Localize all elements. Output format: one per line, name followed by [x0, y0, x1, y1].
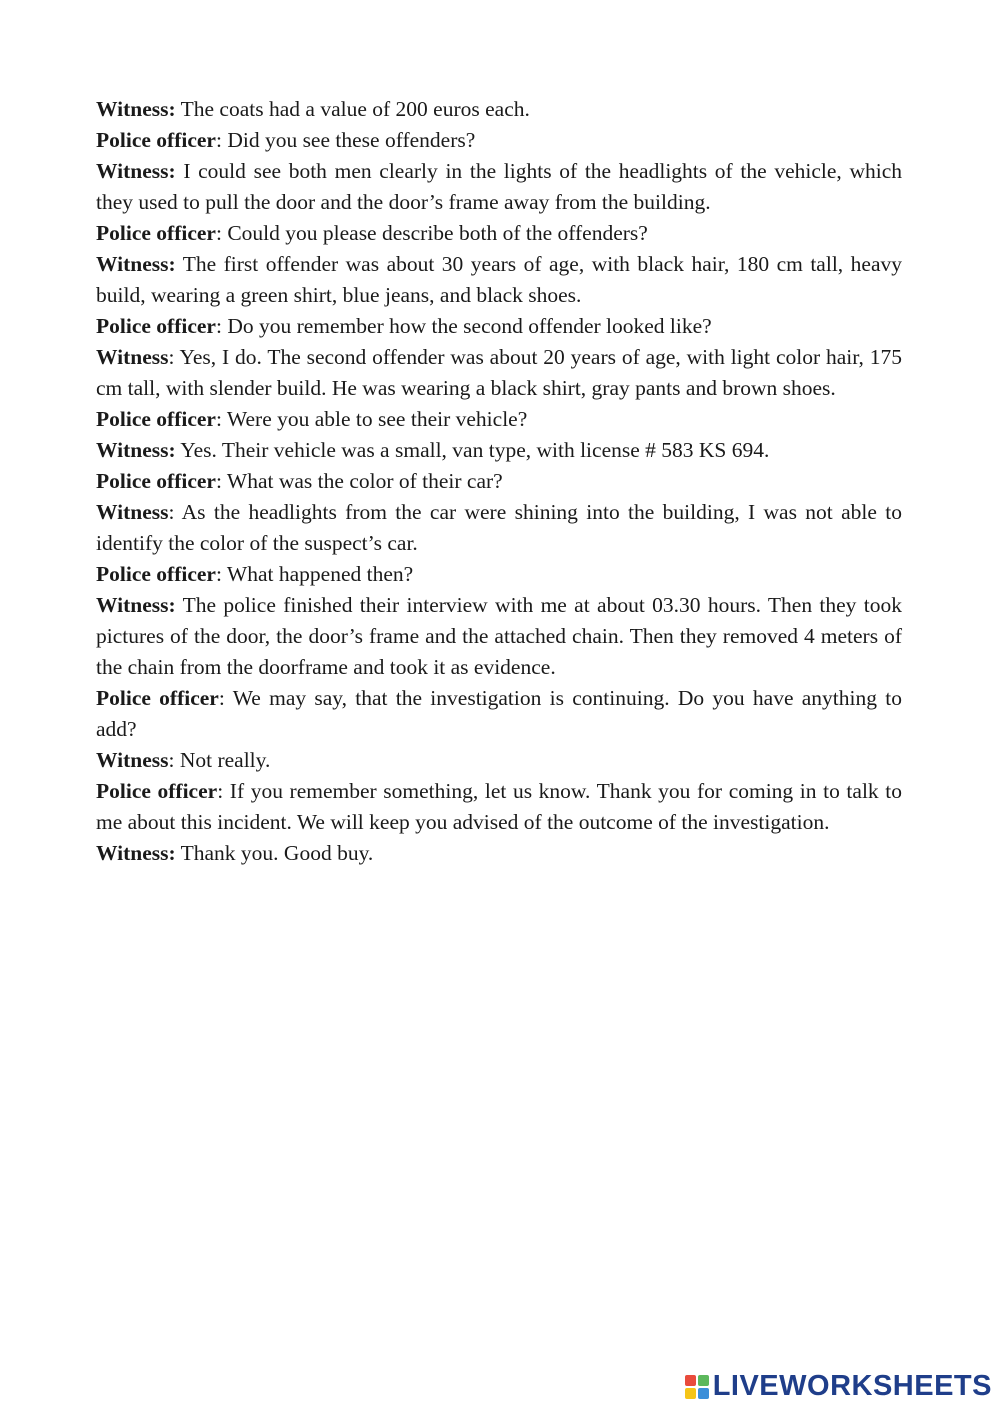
- dialogue-line: [96, 776, 902, 838]
- dialogue-text: I could see both men clearly in the lights of the headlights of the vehicle, which they used to pull the door and the door’s frame away from the building.: [96, 159, 902, 214]
- dialogue-text: : We may say, that the investigation is continuing. Do you have anything to add?: [96, 686, 902, 741]
- dialogue-line: [96, 156, 902, 218]
- dialogue-text: : If you remember something, let us know. Thank you for coming in to talk to me about this incident. We will keep you advised of the outcome of the investigation.: [96, 779, 903, 834]
- dialogue-text: The coats had a value of 200 euros each.: [175, 97, 530, 121]
- speaker-label: Police officer: [96, 128, 216, 152]
- dialogue-line: [96, 94, 902, 125]
- speaker-label: Police officer: [96, 686, 219, 710]
- speaker-label: Police officer: [96, 562, 216, 586]
- speaker-label: Witness: [96, 345, 169, 369]
- speaker-label: Witness:: [96, 97, 176, 121]
- document-page: [96, 94, 902, 869]
- dialogue-line: [96, 125, 902, 156]
- dialogue-line: [96, 311, 902, 342]
- dialogue-line: [96, 466, 902, 497]
- dialogue-text: Yes. Their vehicle was a small, van type, with license # 583 KS 694.: [175, 438, 770, 462]
- speaker-label: Witness:: [96, 438, 176, 462]
- speaker-label: Witness:: [96, 593, 176, 617]
- dialogue-line: [96, 559, 902, 590]
- logo-tile-blue: [698, 1388, 709, 1399]
- dialogue-text: : As the headlights from the car were shining into the building, I was not able to identify the color of the suspect’s car.: [96, 500, 902, 555]
- dialogue-text: : Did you see these offenders?: [215, 128, 476, 152]
- speaker-label: Witness:: [96, 159, 176, 183]
- speaker-label: Witness: [96, 748, 169, 772]
- speaker-label: Police officer: [96, 221, 216, 245]
- speaker-label: Police officer: [96, 779, 218, 803]
- dialogue-text: : Yes, I do. The second offender was about 20 years of age, with light color hair, 175 cm tall, with slender build. He was wearing a black shirt, gray pants and brown shoes.: [96, 345, 902, 400]
- dialogue-line: [96, 590, 902, 683]
- logo-text: LIVEWORKSHEETS: [712, 1370, 992, 1402]
- dialogue-text: Thank you. Good buy.: [175, 841, 374, 865]
- dialogue-text: The first offender was about 30 years of age, with black hair, 180 cm tall, heavy build, wearing a green shirt, blue jeans, and black shoes.: [96, 252, 902, 307]
- speaker-label: Witness: [96, 500, 169, 524]
- dialogue-text: : Not really.: [168, 748, 271, 772]
- dialogue-line: [96, 249, 902, 311]
- logo-tile-green: [698, 1375, 709, 1386]
- logo-tile-red: [685, 1375, 696, 1386]
- dialogue-line: [96, 683, 902, 745]
- dialogue-line: [96, 218, 902, 249]
- dialogue-line: [96, 497, 902, 559]
- dialogue-text: : Were you able to see their vehicle?: [215, 407, 528, 431]
- dialogue-line: [96, 342, 902, 404]
- speaker-label: Police officer: [96, 407, 216, 431]
- speaker-label: Witness:: [96, 841, 176, 865]
- dialogue-line: [96, 404, 902, 435]
- dialogue-text: The police finished their interview with me at about 03.30 hours. Then they took pictures of the door, the door’s frame and the attached chain. Then they removed 4 meters of the chain from the doorframe and took it as evidence.: [96, 593, 902, 679]
- liveworksheets-logo[interactable]: [685, 1370, 992, 1403]
- dialogue-text: : Could you please describe both of the offenders?: [215, 221, 648, 245]
- dialogue-line: [96, 745, 902, 776]
- speaker-label: Police officer: [96, 314, 216, 338]
- logo-tile-yellow: [685, 1388, 696, 1399]
- speaker-label: Witness:: [96, 252, 176, 276]
- speaker-label: Police officer: [96, 469, 216, 493]
- dialogue-text: : What was the color of their car?: [215, 469, 503, 493]
- dialogue-line: [96, 435, 902, 466]
- dialogue-text: : Do you remember how the second offender looked like?: [215, 314, 712, 338]
- dialogue-text: : What happened then?: [215, 562, 414, 586]
- dialogue-line: [96, 838, 902, 869]
- liveworksheets-logo-icon: [685, 1375, 709, 1399]
